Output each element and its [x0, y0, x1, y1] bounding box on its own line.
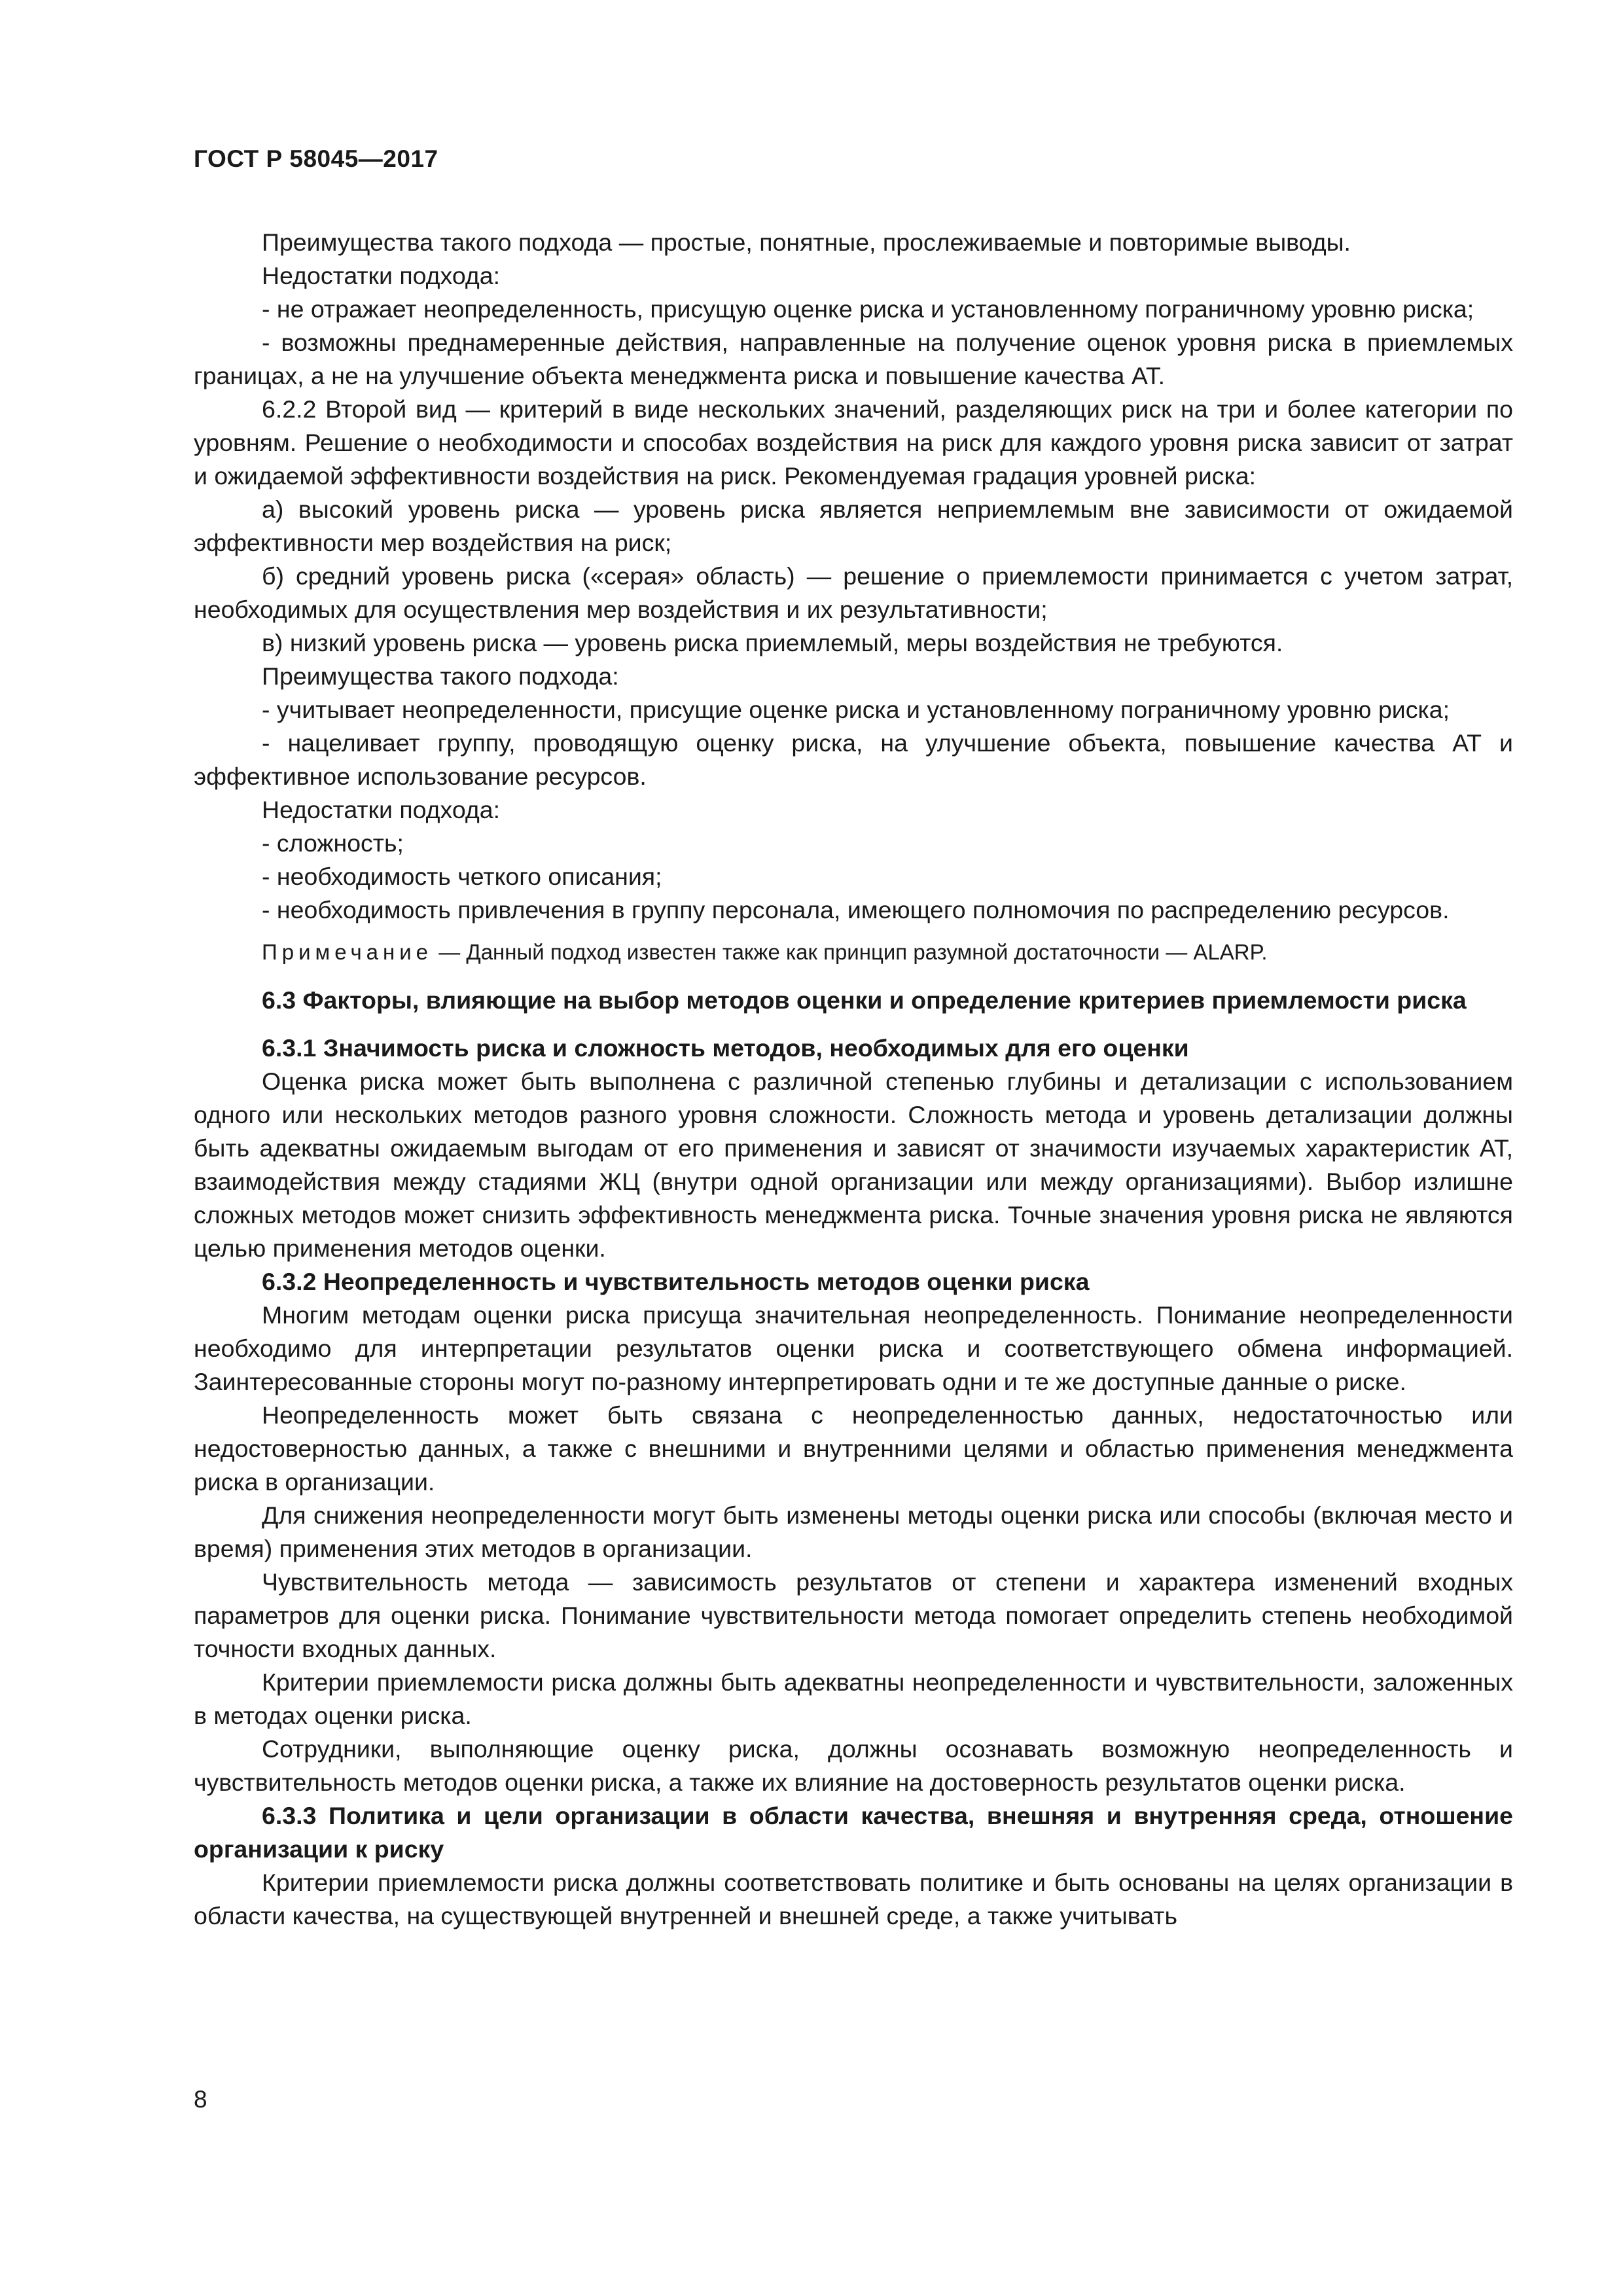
list-item: - не отражает неопределенность, присущую оценке риска и установленному пограничному уровню риска;	[262, 295, 1474, 323]
section-heading-6-3: 6.3 Факторы, влияющие на выбор методов оценки и определение критериев приемлемости риска	[262, 986, 1467, 1014]
note-text: — Данный подход известен также как принцип разумной достаточности — ALARP.	[438, 940, 1268, 964]
list-item: - необходимость четкого описания;	[262, 863, 662, 890]
note	[194, 937, 1513, 968]
subsection-heading-6-3-2: 6.3.2 Неопределенность и чувствительность методов оценки риска	[262, 1268, 1090, 1295]
paragraph: Недостатки подхода:	[262, 262, 501, 289]
paragraph: 6.2.2 Второй вид — критерий в виде нескольких значений, разделяющих риск на три и более категории по уровням. Решение о необходимости и способах воздействия на риск для каждого уровня риска зависит от затрат и ожидаемой эффективности воздействия на риск. Рекомендуемая градация уровней риска:	[194, 395, 1513, 490]
paragraph: Преимущества такого подхода — простые, понятные, прослеживаемые и повторимые выводы.	[262, 228, 1351, 256]
paragraph: Для снижения неопределенности могут быть изменены методы оценки риска или способы (включая место и время) применения этих методов в организации.	[194, 1501, 1513, 1562]
list-item: - необходимость привлечения в группу персонала, имеющего полномочия по распределению ресурсов.	[262, 896, 1450, 924]
subsection-heading-6-3-1: 6.3.1 Значимость риска и сложность методов, необходимых для его оценки	[262, 1034, 1189, 1062]
standard-id-header: ГОСТ Р 58045—2017	[194, 145, 438, 172]
paragraph: Сотрудники, выполняющие оценку риска, должны осознавать возможную неопределенность и чувствительность методов оценки риска, а также их влияние на достоверность результатов оценки риска.	[194, 1735, 1513, 1796]
list-item: - сложность;	[262, 829, 404, 857]
list-item: в) низкий уровень риска — уровень риска приемлемый, меры воздействия не требуются.	[262, 629, 1283, 656]
list-item: - нацеливает группу, проводящую оценку риска, на улучшение объекта, повышение качества АТ и эффективное использование ресурсов.	[194, 729, 1513, 790]
paragraph: Недостатки подхода:	[262, 796, 501, 823]
paragraph: Критерии приемлемости риска должны быть адекватны неопределенности и чувствительности, заложенных в методах оценки риска.	[194, 1668, 1513, 1729]
page-number: 8	[194, 2086, 207, 2113]
note-label: Примечание	[262, 940, 433, 964]
paragraph: Неопределенность может быть связана с неопределенностью данных, недостаточностью или недостоверностью данных, а также с внешними и внутренними целями и областью применения менеджмента риска в организации.	[194, 1401, 1513, 1496]
paragraph: Преимущества такого подхода:	[262, 662, 619, 690]
list-item: а) высокий уровень риска — уровень риска является неприемлемым вне зависимости от ожидаемой эффективности мер воздействия на риск;	[194, 495, 1513, 556]
paragraph: Чувствительность метода — зависимость результатов от степени и характера изменений входных параметров для оценки риска. Понимание чувствительности метода помогает определить степень необходимой точности входных данных.	[194, 1568, 1513, 1662]
paragraph: Оценка риска может быть выполнена с различной степенью глубины и детализации с использованием одного или нескольких методов разного уровня сложности. Сложность метода и уровень детализации должны быть адекватны ожидаемым выгодам от его применения и зависят от значимости изучаемых характеристик АТ, взаимодействия между стадиями ЖЦ (внутри одной организации или между организациями). Выбор излишне сложных методов может снизить эффективность менеджмента риска. Точные значения уровня риска не являются целью применения методов оценки.	[194, 1067, 1513, 1262]
list-item: - возможны преднамеренные действия, направленные на получение оценок уровня риска в приемлемых границах, а не на улучшение объекта менеджмента риска и повышение качества АТ.	[194, 329, 1513, 389]
list-item: - учитывает неопределенности, присущие оценке риска и установленному пограничному уровню риска;	[262, 696, 1450, 723]
list-item: б) средний уровень риска («серая» область) — решение о приемлемости принимается с учетом затрат, необходимых для осуществления мер воздействия и их результативности;	[194, 562, 1513, 623]
paragraph: Многим методам оценки риска присуща значительная неопределенность. Понимание неопределенности необходимо для интерпретации результатов оценки риска и соответствующего обмена информацией. Заинтересованные стороны могут по-разному интерпретировать одни и те же доступные данные о риске.	[194, 1301, 1513, 1395]
paragraph: Критерии приемлемости риска должны соответствовать политике и быть основаны на целях организации в области качества, на существующей внутренней и внешней среде, а также учитывать	[194, 1869, 1513, 1929]
document-body	[194, 226, 1513, 1933]
subsection-heading-6-3-3: 6.3.3 Политика и цели организации в области качества, внешняя и внутренняя среда, отношение организации к риску	[194, 1802, 1513, 1863]
